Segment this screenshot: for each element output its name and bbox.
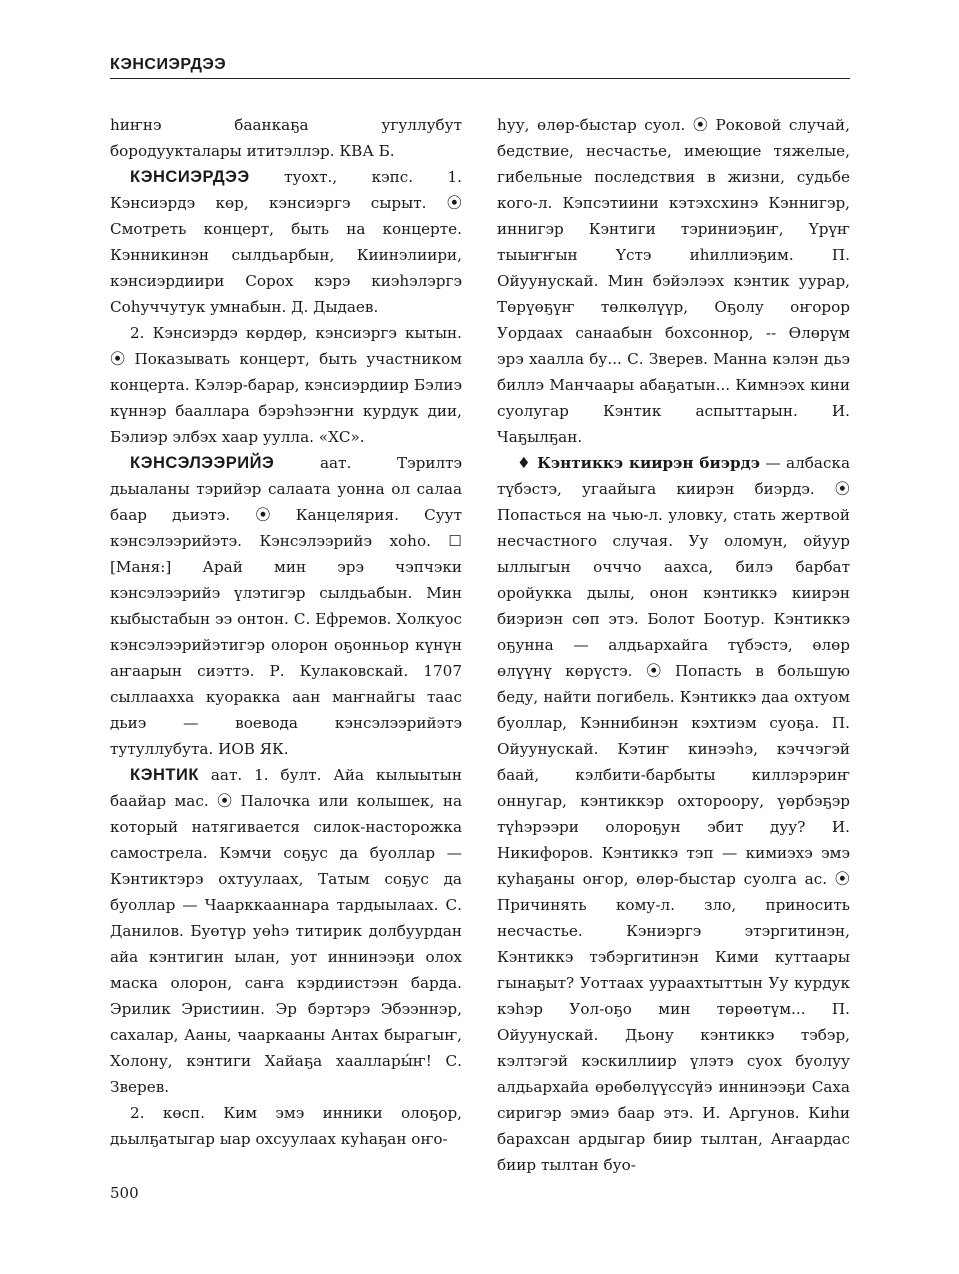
idiom-phrase: ♦ Кэнтиккэ киирэн биэрдэ: [517, 454, 761, 472]
dictionary-entry: [110, 450, 462, 762]
entry-headword: КЭНСЭЛЭЭРИЙЭ: [130, 454, 275, 472]
paragraph: 2. Кэнсиэрдэ көрдөр, кэнсиэргэ кытын. ⦿ Показывать концерт, быть участником концерта. Кэлэр-барар, кэнсиэрдиир Бэлиэ күннэр бааллара бэрэһээҥни курдук дии, Бэлиэр элбэх хаар уулла. «ХС».: [110, 324, 462, 446]
page-number: 500: [110, 1184, 139, 1202]
entry-body: — албаска түбэстэ, угаайыга киирэн биэрдэ. ⦿ Попасться на чью-л. уловку, стать жертвой несчастного случая. Уу оломун, ойуур ыллыгын очччо аахса, билэ барбат оройукка дылы, онон кэнтиккэ киирэн биэриэн сөп этэ. Болот Боотур. Кэнтиккэ оҕунна — алдьархайга түбэстэ, өлөр өлүүнү көрүстэ. ⦿ Попасть в большую беду, найти погибель. Кэнтиккэ даа охтуом буоллар, Кэннибинэн кэхтиэм суоҕа. П. Ойуунускай. Кэтиҥ кинээһэ, кэччэгэй баай, кэлбити-барбыты киллэрэриҥ оннугар, кэнтиккэр охтороору, үөрбэҕэр түһэрээри олороҕун эбит дуу? И. Никифоров. Кэнтиккэ тэп — кимиэхэ эмэ куһаҕаны оҥор, өлөр-быстар суолга ас. ⦿ Причинять кому-л. зло, приносить несчастье. Кэниэргэ этэргитинэн, Кэнтиккэ тэбэргитинэн Кими куттаары гынаҕыт? Уоттаах уураахтыттын Уу курдук кэһэр Уол-оҕо мин төрөөтүм... П. Ойуунускай. Дьону кэнтиккэ тэбэр, кэлтэгэй кэскиллиир үлэтэ суох буолуу алдьархайа өрөбөлүүссүйэ иннинээҕи Саха сиригэр эмиэ баар этэ. И. Аргунов. Киһи барахсан ардыгар биир тылтан, Аҥаардас биир тылтан буо-: [497, 454, 850, 1174]
dictionary-entry: [110, 762, 462, 1100]
paragraph: һиҥнэ баанкаҕа угуллубут бородуукталары ититэллэр. КВА Б.: [110, 116, 462, 160]
entry-body: аат. Тэрилтэ дьыаланы тэрийэр салаата уонна ол салаа баар дьиэтэ. ⦿ Канцелярия. Суут кэнсэлээрийэтэ. Кэнсэлээрийэ хоһо. ☐ [Маня:] Арай мин эрэ чэпчэки кэнсэлээрийэ үлэтигэр сылдьабын. Мин кыбыстабын ээ онтон. С. Ефремов. Холкуос кэнсэлээрийэтигэр олорон оҕонньор күнүн аҥаарын сиэттэ. Р. Кулаковскай. 1707 сыллаахха куоракка аан маҥнайгы таас дьиэ — воевода кэнсэлээрийэтэ тутуллубута. ИОВ ЯК.: [110, 454, 462, 758]
paragraph: 2. көсп. Ким эмэ инники олоҕор, дьылҕатыгар ыар охсуулаах куһаҕан оҥо-: [110, 1104, 462, 1148]
entry-headword: КЭНТИК: [130, 766, 199, 784]
entry-body: аат. 1. булт. Айа кылыытын баайар мас. ⦿ Палочка или колышек, на который натягивается силок-насторожка самострела. Кэмчи соҕус да буоллар — Кэнтиктэрэ охтуулаах, Татым соҕус да буоллар — Чаарккааннара тардыылаах. С. Данилов. Буөтүр уөһэ титирик долбуурдан айа кэнтигин ылан, уот иннинээҕи олох маска олорон, саҥа кэрдиистээн барда. Эрилик Эристиин. Эр бэртэрэ Эбээннэр, сахалар, Ааны, чааркааны Антах бырагыҥ, Холону, кэнтиги Хайаҕа хааллары́ҥ! С. Зверев.: [110, 766, 462, 1096]
header-rule: [110, 78, 850, 79]
entry-body: туохт., кэпс. 1. Кэнсиэрдэ көр, кэнсиэргэ сырыт. ⦿ Смотреть концерт, быть на концерте. Кэнникинэн сылдьарбын, Киинэлиири, кэнсиэрдиири Сорох кэрэ киэһэлэргэ Соһуччутук умнабын. Д. Дыдаев.: [110, 168, 462, 316]
idiom-entry: [497, 450, 850, 1178]
paragraph: һуу, өлөр-быстар суол. ⦿ Роковой случай, бедствие, несчастье, имеющие тяжелые, гибельные последствия в жизни, судьбе кого-л. Кэпсэтиини кэтэхсхинэ Кэннигэр, иннигэр Кэнтиги тэриниэҕиҥ, Үрүҥ тыыҥҥын Үстэ иһиллиэҕим. П. Ойуунускай. Мин бэйэлээх кэнтик уурар, Төрүөҕүҥ төлкөлүүр, Оҕолу оҥорор Уордаах санаабын бохсоннор, -- Өлөрүм эрэ хаалла бу... С. Зверев. Манна кэлэн дьэ биллэ Манчаары абаҕатын... Кимнээх кини суолугар Кэнтик аспыттарын. И. Чаҕылҕан.: [497, 116, 850, 446]
running-header: КЭНСИЭРДЭЭ: [110, 56, 227, 73]
left-column: [110, 112, 462, 1152]
right-column: [497, 112, 850, 1178]
dictionary-entry: [110, 164, 462, 320]
entry-headword: КЭНСИЭРДЭЭ: [130, 168, 250, 186]
